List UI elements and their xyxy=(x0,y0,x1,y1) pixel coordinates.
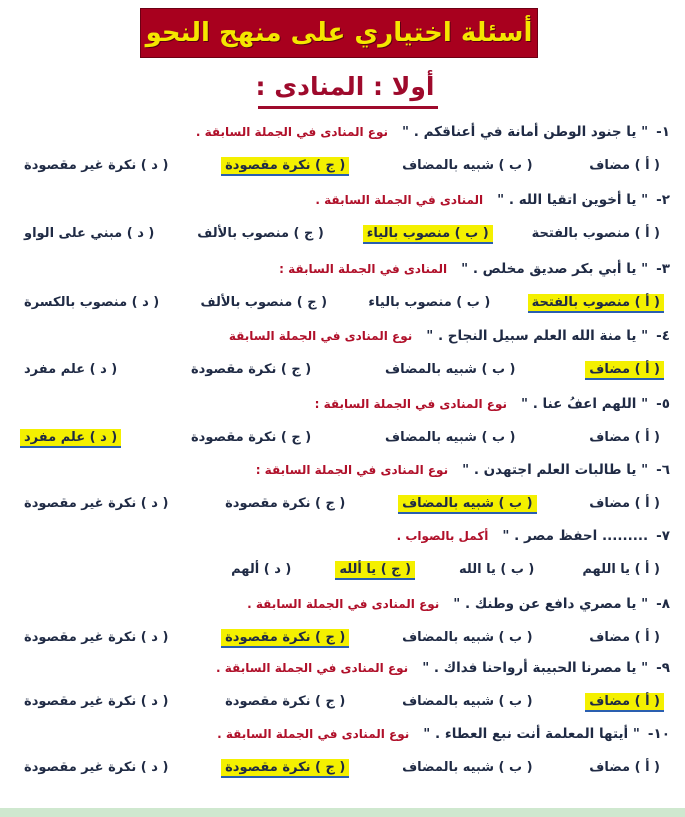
options-row xyxy=(20,688,670,714)
options-row xyxy=(20,556,670,582)
option-d[interactable]: ( د ) ألهم xyxy=(231,561,292,577)
question-number: ٥- xyxy=(656,396,670,412)
option-c-selected[interactable]: ( ج ) نكرة مقصودة xyxy=(221,157,349,174)
question-8 xyxy=(20,592,670,650)
option-b[interactable]: ( ب ) شبيه بالمضاف xyxy=(402,157,533,173)
question-4 xyxy=(20,324,670,382)
question-number: ٨- xyxy=(656,596,670,612)
question-text: " يا أبي بكر صديق مخلص . " xyxy=(461,261,649,277)
option-a[interactable]: ( أ ) منصوب بالفتحة xyxy=(531,225,660,241)
option-d[interactable]: ( د ) نكرة غير مقصودة xyxy=(24,759,169,775)
question-instruction: المنادى في الجملة السابقة : xyxy=(279,262,448,276)
option-b[interactable]: ( ب ) شبيه بالمضاف xyxy=(385,361,516,377)
question-instruction: نوع المنادى في الجملة السابقة . xyxy=(216,661,409,675)
question-number: ٦- xyxy=(656,462,670,478)
bottom-strip xyxy=(0,808,685,817)
question-number: ٩- xyxy=(656,660,670,676)
question-6 xyxy=(20,458,670,516)
page-title: أسئلة اختياري على منهج النحو xyxy=(145,18,533,48)
question-instruction: نوع المنادى في الجملة السابقة . xyxy=(247,597,440,611)
option-b[interactable]: ( ب ) يا الله xyxy=(459,561,535,577)
question-line xyxy=(20,120,670,144)
option-c-selected[interactable]: ( ج ) نكرة مقصودة xyxy=(221,629,349,646)
question-line xyxy=(20,656,670,680)
question-number: ٢- xyxy=(656,192,670,208)
option-b[interactable]: ( ب ) شبيه بالمضاف xyxy=(402,629,533,645)
question-instruction: نوع المنادى في الجملة السابقة : xyxy=(314,397,507,411)
option-d[interactable]: ( د ) نكرة غير مقصودة xyxy=(24,629,169,645)
option-d[interactable]: ( د ) نكرة غير مقصودة xyxy=(24,693,169,709)
question-line xyxy=(20,722,670,746)
option-d[interactable]: ( د ) علم مفرد xyxy=(24,361,118,377)
question-text: " أيتها المعلمة أنت نبع العطاء . " xyxy=(423,726,640,742)
question-line xyxy=(20,392,670,416)
question-number: ١- xyxy=(656,124,670,140)
option-c[interactable]: ( ج ) نكرة مقصودة xyxy=(225,693,346,709)
option-a[interactable]: ( أ ) مضاف xyxy=(589,157,660,173)
options-row xyxy=(20,624,670,650)
option-c-selected[interactable]: ( ج ) نكرة مقصودة xyxy=(221,759,349,776)
question-5 xyxy=(20,392,670,450)
option-d-selected[interactable]: ( د ) علم مفرد xyxy=(20,429,121,446)
option-d[interactable]: ( د ) نكرة غير مقصودة xyxy=(24,495,169,511)
option-b[interactable]: ( ب ) شبيه بالمضاف xyxy=(385,429,516,445)
option-c-selected[interactable]: ( ج ) يا ألله xyxy=(335,561,415,578)
option-b[interactable]: ( ب ) شبيه بالمضاف xyxy=(402,759,533,775)
question-3 xyxy=(20,257,670,315)
options-row xyxy=(20,289,670,315)
options-row xyxy=(20,220,670,246)
question-instruction: نوع المنادى في الجملة السابقة . xyxy=(217,727,410,741)
question-line xyxy=(20,524,670,548)
question-text: " يا منة الله العلم سبيل النجاح . " xyxy=(426,328,649,344)
option-a-selected[interactable]: ( أ ) مضاف xyxy=(585,693,664,710)
option-d[interactable]: ( د ) منصوب بالكسرة xyxy=(24,294,160,310)
option-a-selected[interactable]: ( أ ) منصوب بالفتحة xyxy=(528,294,664,311)
option-c[interactable]: ( ج ) نكرة مقصودة xyxy=(225,495,346,511)
question-instruction: نوع المنادى في الجملة السابقة xyxy=(228,329,413,343)
question-number: ٣- xyxy=(656,261,670,277)
question-text: " يا مصرنا الحبيبة أرواحنا فداك . " xyxy=(422,660,649,676)
question-instruction: أكمل بالصواب . xyxy=(396,529,489,543)
question-number: ٤- xyxy=(656,328,670,344)
question-line xyxy=(20,257,670,281)
option-c[interactable]: ( ج ) نكرة مقصودة xyxy=(190,361,312,377)
option-d[interactable]: ( د ) نكرة غير مقصودة xyxy=(24,157,169,173)
question-text: ......... احفظ مصر . " xyxy=(502,528,649,544)
option-d[interactable]: ( د ) مبني على الواو xyxy=(24,225,155,241)
option-b[interactable]: ( ب ) شبيه بالمضاف xyxy=(402,693,533,709)
question-text: " يا أخوين اتقيا الله . " xyxy=(497,192,649,208)
question-number: ٧- xyxy=(656,528,670,544)
option-a-selected[interactable]: ( أ ) مضاف xyxy=(585,361,664,378)
question-text: " يا جنود الوطن أمانة في أعناقكم . " xyxy=(402,124,649,140)
options-row xyxy=(20,424,670,450)
option-c[interactable]: ( ج ) منصوب بالألف xyxy=(200,294,328,310)
option-b[interactable]: ( ب ) منصوب بالياء xyxy=(368,294,491,310)
option-c[interactable]: ( ج ) نكرة مقصودة xyxy=(190,429,312,445)
question-text: " اللهم اعفُ عنا . " xyxy=(521,396,649,412)
option-a[interactable]: ( أ ) مضاف xyxy=(589,629,660,645)
question-number: ١٠- xyxy=(647,726,670,742)
question-7 xyxy=(20,524,670,582)
option-c[interactable]: ( ج ) منصوب بالألف xyxy=(197,225,324,241)
section-title: أولا : المنادى : xyxy=(255,72,435,101)
question-1 xyxy=(20,120,670,178)
options-row xyxy=(20,490,670,516)
question-line xyxy=(20,458,670,482)
question-2 xyxy=(20,188,670,246)
options-row xyxy=(20,152,670,178)
option-a[interactable]: ( أ ) يا اللهم xyxy=(582,561,660,577)
question-line xyxy=(20,324,670,348)
question-text: " يا مصري دافع عن وطنك . " xyxy=(453,596,649,612)
question-instruction: نوع المنادى في الجملة السابقة : xyxy=(255,463,449,477)
options-row xyxy=(20,356,670,382)
question-10 xyxy=(20,722,670,780)
question-instruction: نوع المنادى في الجملة السابقة . xyxy=(195,125,389,139)
question-instruction: المنادى في الجملة السابقة . xyxy=(315,193,484,207)
question-9 xyxy=(20,656,670,714)
question-text: " يا طالبات العلم اجتهدن . " xyxy=(462,462,649,478)
question-line xyxy=(20,188,670,212)
question-line xyxy=(20,592,670,616)
option-a[interactable]: ( أ ) مضاف xyxy=(589,759,660,775)
option-b-selected[interactable]: ( ب ) شبيه بالمضاف xyxy=(398,495,536,512)
option-b-selected[interactable]: ( ب ) منصوب بالياء xyxy=(363,225,493,242)
option-a[interactable]: ( أ ) مضاف xyxy=(589,429,660,445)
option-a[interactable]: ( أ ) مضاف xyxy=(589,495,660,511)
options-row xyxy=(20,754,670,780)
